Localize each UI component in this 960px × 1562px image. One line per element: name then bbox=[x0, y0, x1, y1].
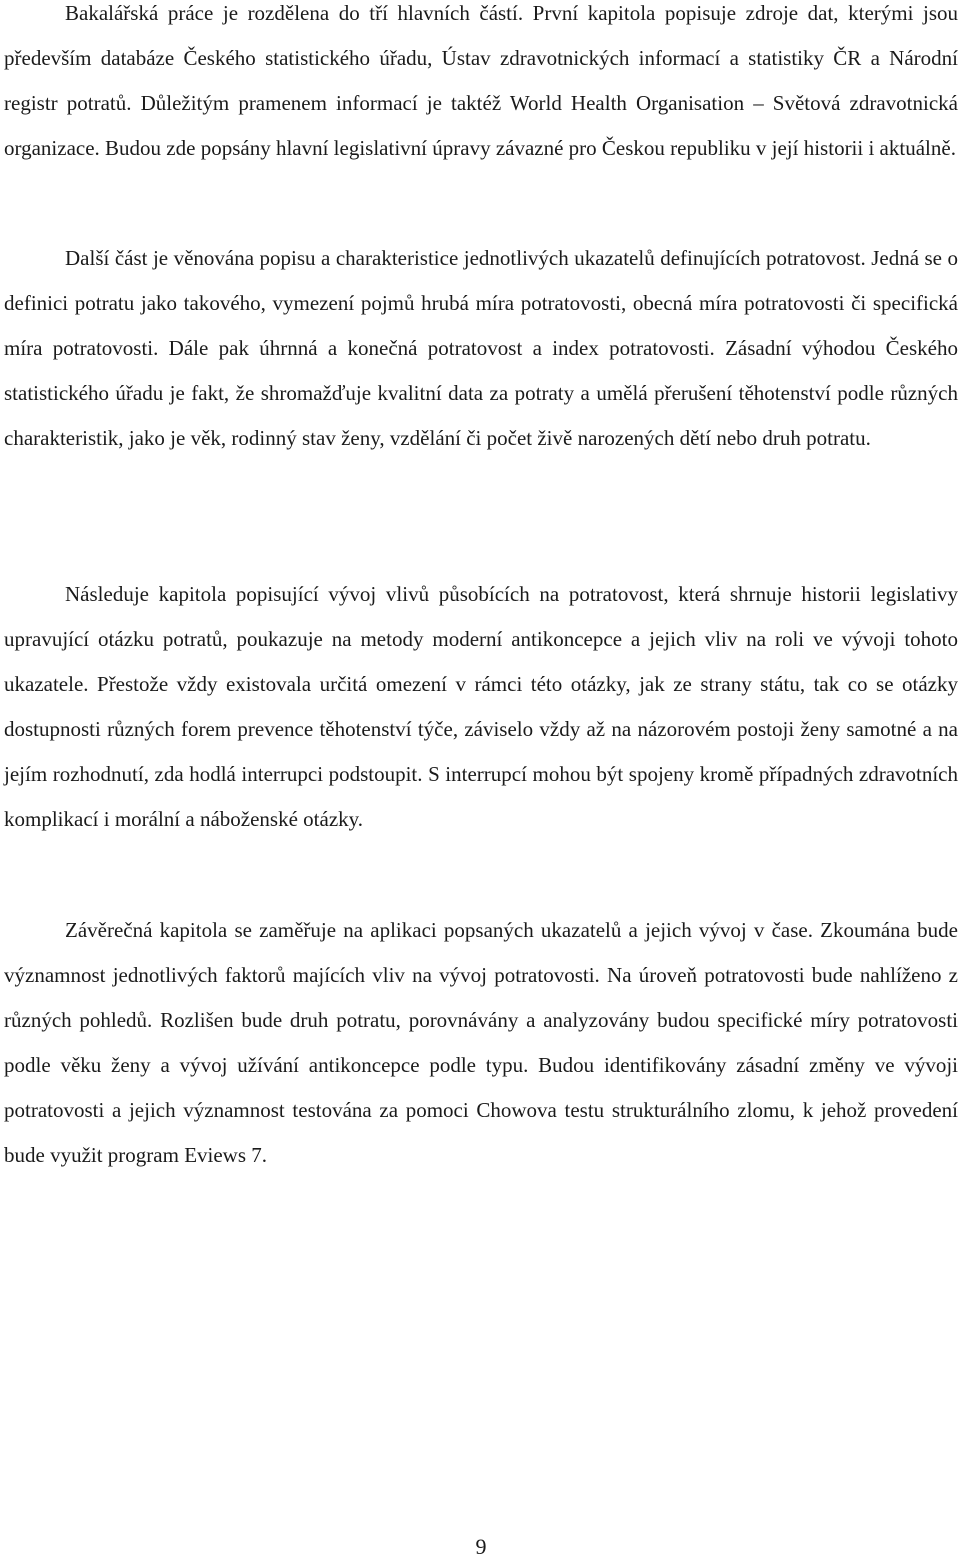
paragraph-final-chapter: Závěrečná kapitola se zaměřuje na aplikaci popsaných ukazatelů a jejich vývoj v čase. Zkoumána bude významnost jednotlivých faktorů majících vliv na vývoj potratovosti. Na úroveň potratovosti bude nahlíženo z různých pohledů. Rozlišen bude druh potratu, porovnávány a analyzovány budou specifické míry potratovosti podle věku ženy a vývoj užívání antikoncepce podle typu. Budou identifikovány zásadní změny ve vývoji potratovosti a jejich významnost testována za pomoci Chowova testu strukturálního zlomu, k jehož provedení bude využit program Eviews 7. bbox=[4, 918, 958, 1167]
paragraph-introduction: Bakalářská práce je rozdělena do tří hlavních částí. První kapitola popisuje zdroje dat, kterými jsou především databáze Českého statistického úřadu, Ústav zdravotnických informací a statistiky ČR a Národní registr potratů. Důležitým pramenem informací je taktéž World Health Organisation – Světová zdravotnická organizace. Budou zde popsány hlavní legislativní úpravy závazné pro Českou republiku v její historii i aktuálně. bbox=[4, 1, 958, 160]
page-number: 9 bbox=[475, 1534, 487, 1559]
document-page bbox=[4, 0, 958, 1561]
paragraph-influences: Následuje kapitola popisující vývoj vlivů působících na potratovost, která shrnuje historii legislativy upravující otázku potratů, poukazuje na metody moderní antikoncepce a jejich vliv na roli ve vývoji tohoto ukazatele. Přestože vždy existovala určitá omezení v rámci této otázky, jak ze strany státu, tak co se otázky dostupnosti různých forem prevence těhotenství týče, záviselo vždy až na názorovém postoji ženy samotné a na jejím rozhodnutí, zda hodlá interrupci podstoupit. S interrupcí mohou být spojeny kromě případných zdravotních komplikací i morální a náboženské otázky. bbox=[4, 582, 958, 831]
paragraph-indicators: Další část je věnována popisu a charakteristice jednotlivých ukazatelů definujících potratovost. Jedná se o definici potratu jako takového, vymezení pojmů hrubá míra potratovosti, obecná míra potratovosti či specifická míra potratovosti. Dále pak úhrnná a konečná potratovost a index potratovosti. Zásadní výhodou Českého statistického úřadu je fakt, že shromažďuje kvalitní data za potraty a umělá přerušení těhotenství podle různých charakteristik, jako je věk, rodinný stav ženy, vzdělání či počet živě narozených dětí nebo druh potratu. bbox=[4, 246, 958, 450]
